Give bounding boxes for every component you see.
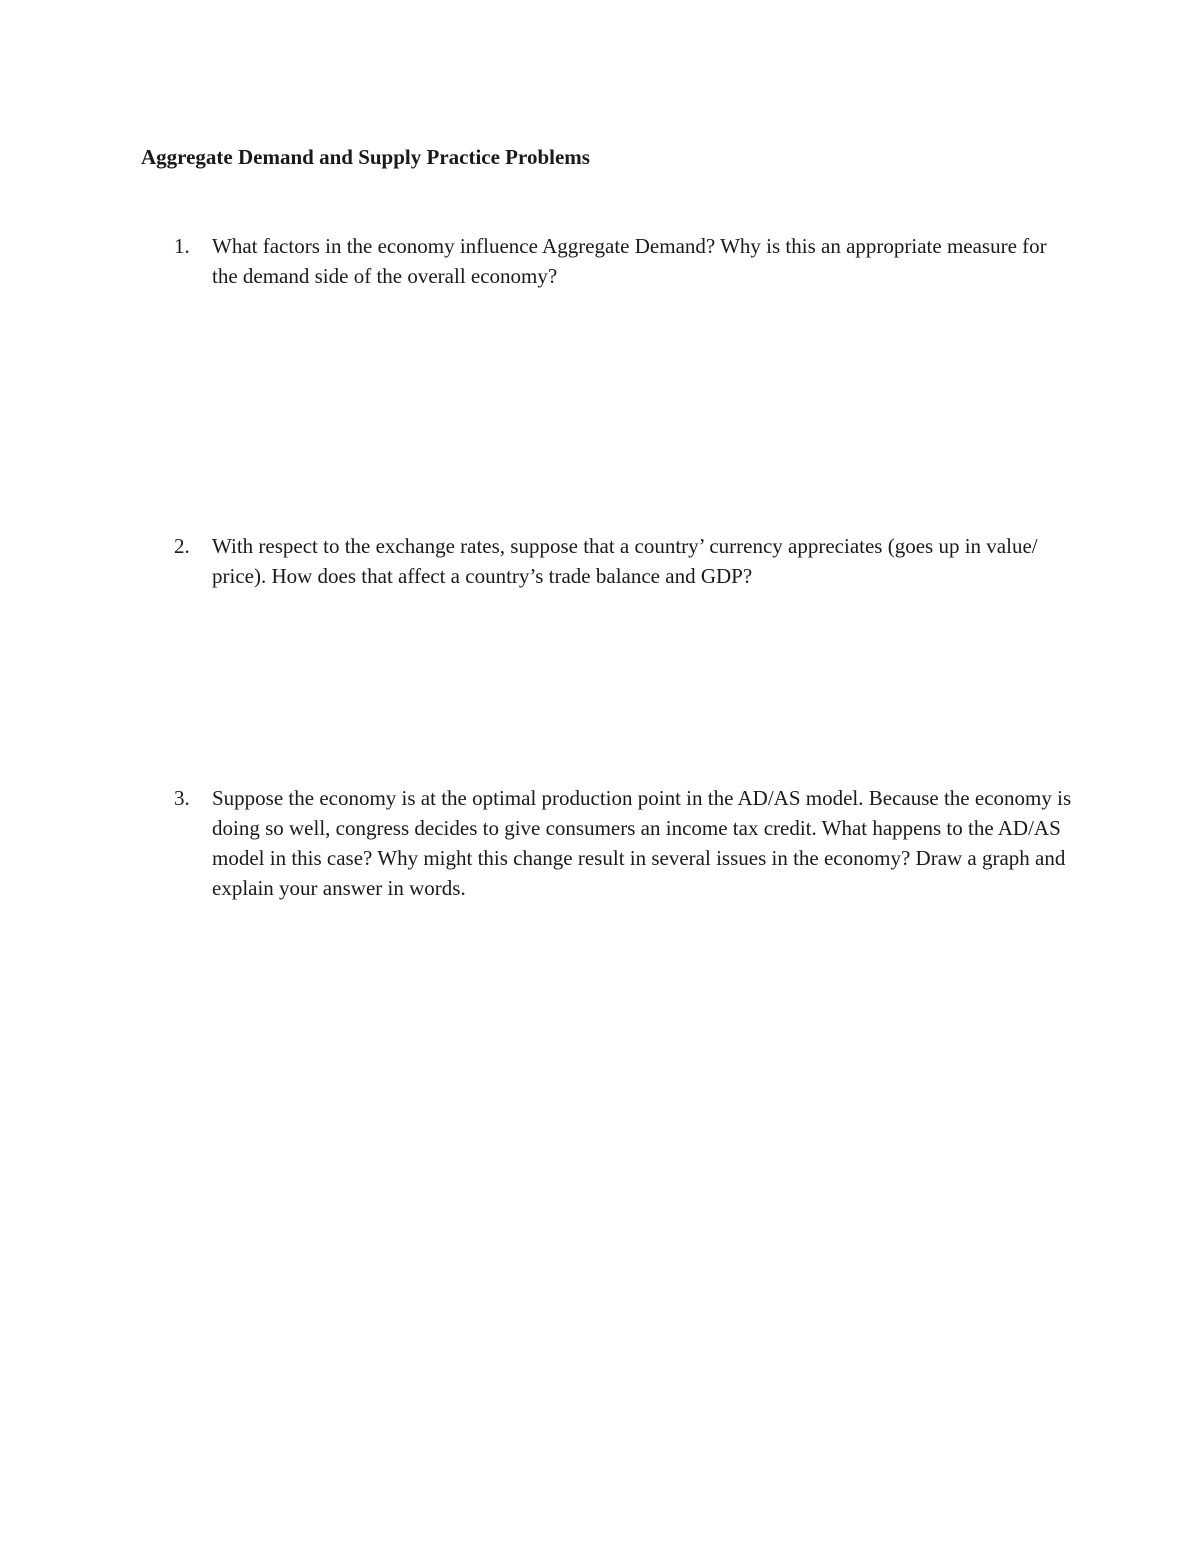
question-item: [174, 783, 1074, 903]
document-title: Aggregate Demand and Supply Practice Problems: [141, 145, 590, 169]
question-number: 2.: [174, 534, 190, 558]
question-item: [174, 531, 1074, 591]
question-number: 3.: [174, 786, 190, 810]
question-number: 1.: [174, 234, 190, 258]
question-text: Suppose the economy is at the optimal production point in the AD/AS model. Because the economy is doing so well, congress decides to give consumers an income tax credit. What happens to the AD/AS model in this case? Why might this change result in several issues in the economy? Draw a graph and explain your answer in words.: [212, 786, 1072, 900]
question-item: [174, 231, 1074, 291]
question-text: With respect to the exchange rates, suppose that a country’ currency appreciates (goes up in value/ price). How does that affect a country’s trade balance and GDP?: [212, 534, 1038, 588]
question-text: What factors in the economy influence Aggregate Demand? Why is this an appropriate measure for the demand side of the overall economy?: [212, 234, 1047, 288]
